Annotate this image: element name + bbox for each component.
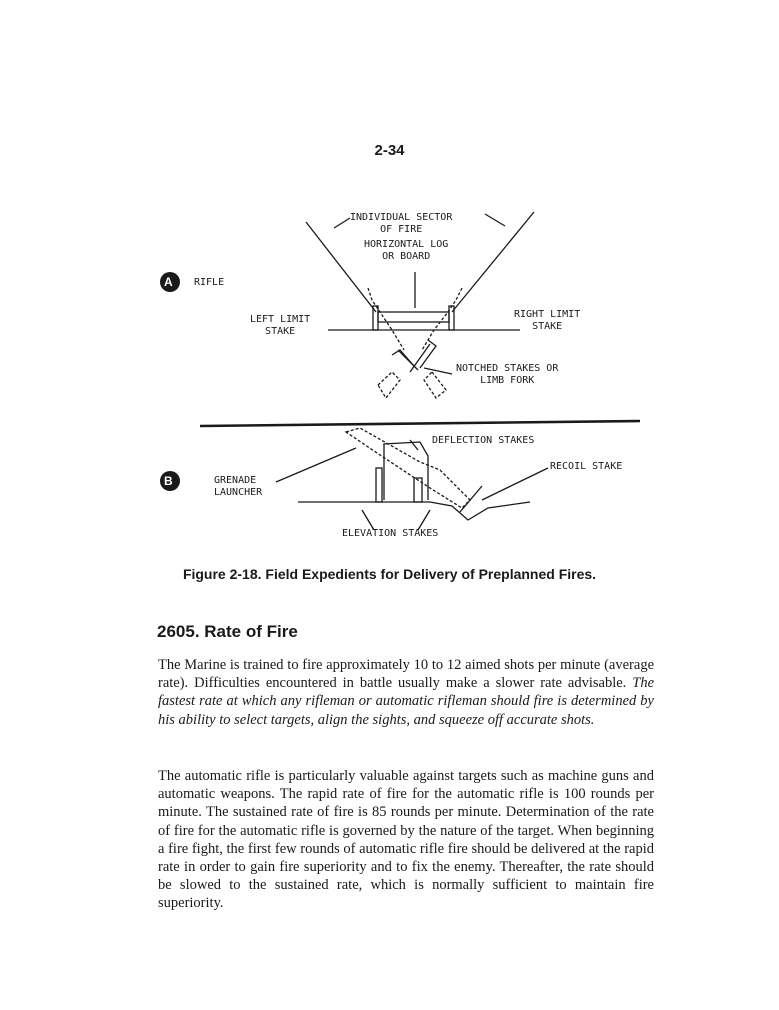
right-limit-stake-label: RIGHT LIMIT STAKE: [514, 309, 581, 332]
paragraph-1-text: The Marine is trained to fire approximately 10 to 12 aimed shots per minute (average rate). Difficulties encountered in battle usually make a slower rate advisable.: [158, 657, 654, 692]
deflection-stake-left: [376, 468, 382, 502]
grenade-launcher-label: GRENADE LAUNCHER: [214, 475, 263, 498]
horizontal-log: [378, 312, 449, 322]
paragraph-1-italic: The fastest rate at which any rifleman or automatic rifleman should fire is determined by his ability to select targets, align the sights, and squeeze off accurate shots.: [158, 675, 654, 728]
figure-caption: Figure 2-18. Field Expedients for Delivery of Preplanned Fires.: [182, 566, 597, 582]
panel-b-marker: B: [164, 474, 173, 488]
page-number: 2-34: [374, 142, 405, 159]
recoil-stake-label: RECOIL STAKE: [550, 461, 623, 472]
rifle-label: RIFLE: [194, 277, 225, 288]
panel-divider: [200, 421, 640, 426]
sector-label: INDIVIDUAL SECTOR OF FIRE: [350, 212, 453, 235]
left-limit-stake-label: LEFT LIMIT STAKE: [250, 314, 311, 337]
elevation-stakes-label: ELEVATION STAKES: [342, 528, 439, 539]
recoil-stake: [460, 486, 482, 512]
paragraph-1: [158, 656, 654, 729]
section-heading: 2605. Rate of Fire: [157, 622, 298, 641]
paragraph-2: The automatic rifle is particularly valuable against targets such as machine guns and automatic weapons. The rapid rate of fire for the automatic rifle is 100 rounds per minute. The sustained rate of fire is 85 rounds per minute. Determination of the rate of fire for the automatic rifle is governed by the nature of the target. When beginning a fire fight, the first few rounds of automatic rifle fire should be delivered at the rapid rate in order to gain fire superiority and to fix the enemy. Thereafter, the rate should be slowed to the sustained rate, which is normally sufficient to maintain fire superiority.: [158, 768, 654, 912]
sector-right-line: [452, 212, 534, 312]
panel-a-marker: A: [164, 275, 173, 289]
deflection-stakes-label: DEFLECTION STAKES: [432, 435, 535, 446]
log-label: HORIZONTAL LOG OR BOARD: [364, 239, 449, 262]
ground-line-b: [298, 502, 530, 520]
notched-stakes-label: NOTCHED STAKES OR LIMB FORK: [456, 363, 559, 386]
